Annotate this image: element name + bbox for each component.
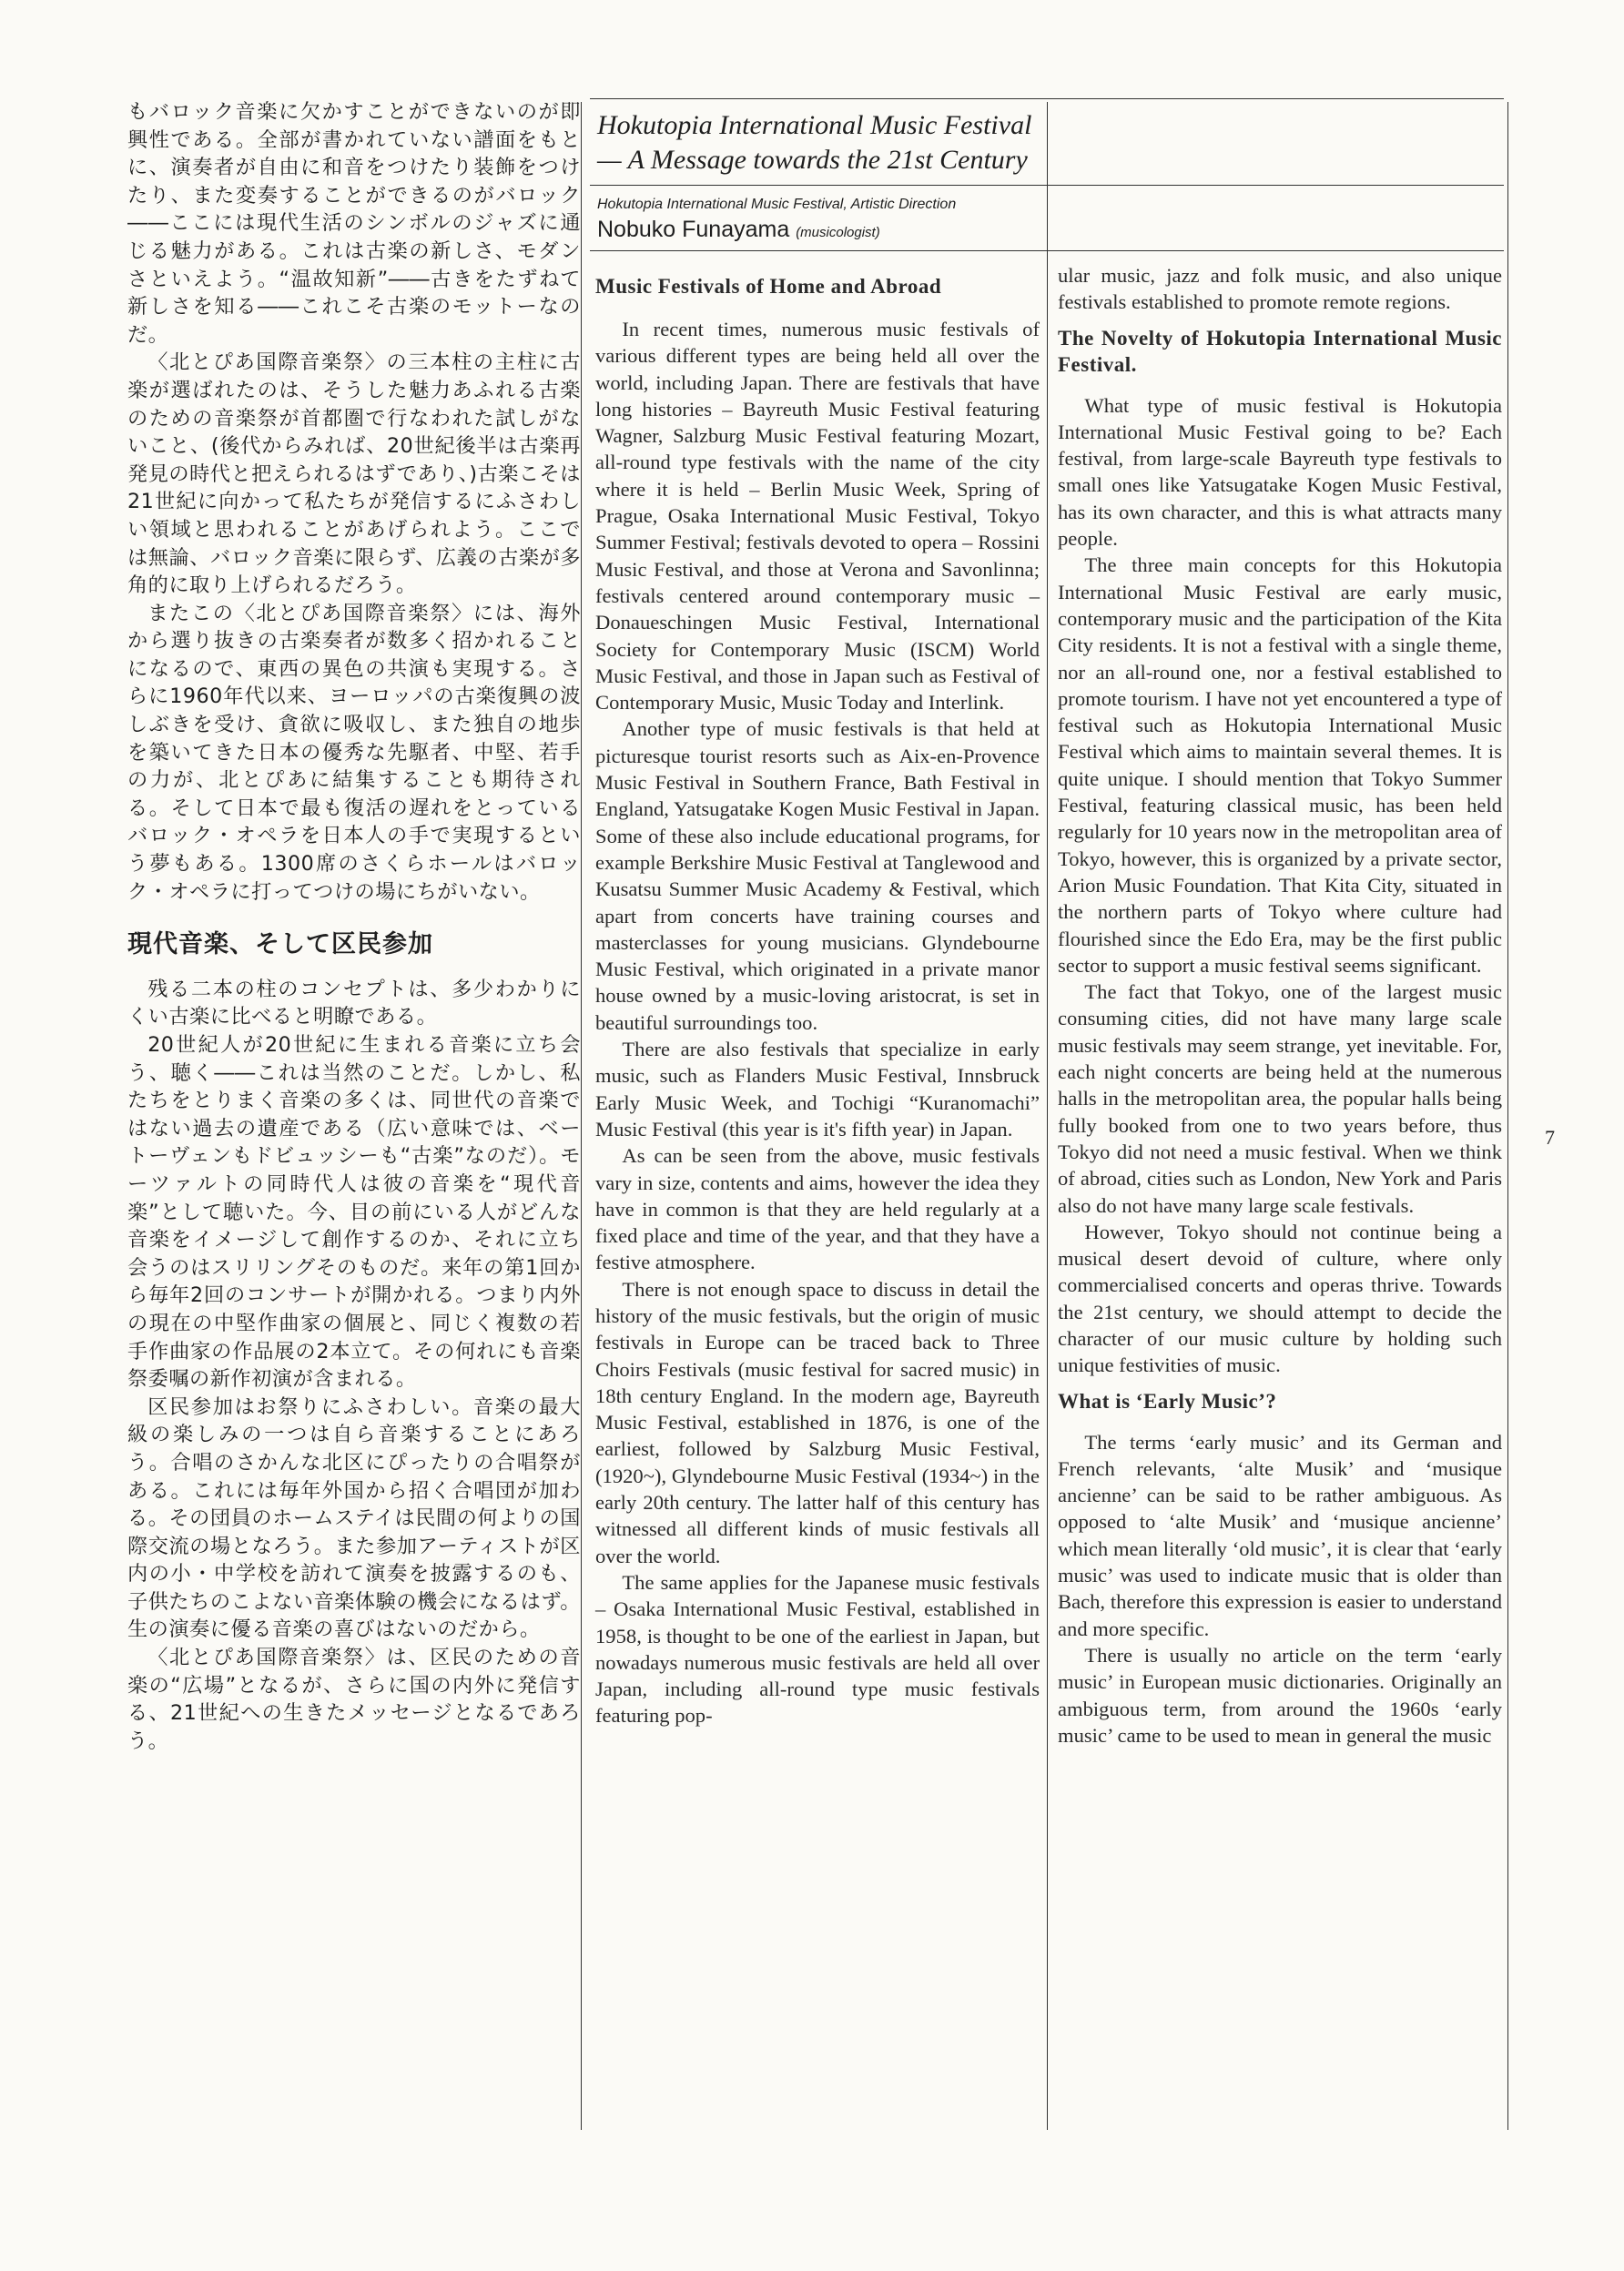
en-paragraph: Another type of music festivals is that held at picturesque tourist resorts such as Aix-en-Provence Music Festival in Southern France, Bath Festival in England, Yatsugatake Kogen Music Festival in Japan. Some of these also include educational programs, for example Berkshire Music Festival at Tanglewood and Kusatsu Summer Music Academy & Festival, which apart from concerts have training courses and masterclasses for young musicians. Glyndebourne Music Festival, which originated in a private manor house owned by a music-loving aristocrat, is set in beautiful surroundings too. — [595, 717, 1040, 1034]
column-divider — [581, 102, 582, 2130]
article-header — [592, 98, 1504, 251]
en-paragraph: The three main concepts for this Hokutopia International Music Festival are early music, contemporary music and the participation of the Kita City residents. It is not a festival with a single theme, nor an all-round one, nor a festival established to promote tourism. I have not yet encountered a type of festival such as Hokutopia International Music Festival which aims to maintain several themes. It is quite unique. I should mention that Tokyo Summer Festival, featuring classical music, has been held regularly for 10 years now in the metropolitan area of Tokyo, however, this is organized by a private sector, Arion Music Foundation. That Kita City, situated in the northern parts of Tokyo where culture had flourished since the Edo Era, may be the first public sector to support a music festival seems significant. — [1058, 553, 1502, 977]
english-text-column-1 — [595, 273, 1040, 1729]
japanese-text-column — [127, 98, 581, 1755]
column-divider — [1047, 102, 1048, 2130]
en-paragraph: The terms ‘early music’ and its German and French relevants, ‘alte Musik’ and ‘musique ancienne’ can be said to be rather ambiguous. As opposed to ‘alte Musik’ and ‘musique ancienne’ which mean literally ‘old music’, it is clear that ‘early music’ was used to indicate music that is older than Bach, therefore this expression is easier to understand and more specific. — [1058, 1430, 1502, 1640]
jp-paragraph: もバロック音楽に欠かすことができないのが即興性である。全部が書かれていない譜面をもとに、演奏者が自由に和音をつけたり装飾をつけたり、また変奏することができるのがバロック――ここには現代生活のシンボルのジャズに通じる魅力がある。これは古楽の新しさ、モダンさといえよう。“温故知新”――古きをたずねて新しさを知る――これこそ古楽のモットーなのだ。 — [127, 100, 581, 347]
jp-paragraph: 〈北とぴあ国際音楽祭〉は、区民のための音楽の“広場”となるが、さらに国の内外に発信する、21世紀への生きたメッセージとなるであろう。 — [127, 1646, 581, 1753]
en-section-heading: What is ‘Early Music’? — [1058, 1389, 1277, 1413]
page-number: 7 — [1545, 1126, 1555, 1149]
en-paragraph-continued: ular music, jazz and folk music, and also unique festivals established to promote remote regions. — [1058, 264, 1502, 314]
en-paragraph: There is not enough space to discuss in detail the history of the music festivals, but the origin of music festivals in Europe can be traced back to Three Choirs Festivals (music festival for sacred music) in 18th century England. In the modern age, Bayreuth Music Festival, established in 1876, is one of the earliest, followed by Salzburg Music Festival, (1920~), Glyndebourne Music Festival (1934~) in the early 20th century. The latter half of this century has witnessed all different kinds of music festivals all over the world. — [595, 1277, 1040, 1567]
author-role: (musicologist) — [796, 225, 880, 240]
jp-paragraph: 〈北とぴあ国際音楽祭〉の三本柱の主柱に古楽が選ばれたのは、そうした魅力あふれる古楽のための音楽祭が首都圏で行なわれた試しがないこと、(後代からみれば、20世紀後半は古楽再発見の時代と把えられるはずであり、)古楽こそは21世紀に向かって私たちが発信するにふさわしい領域と思われることがあげられよう。ここでは無論、バロック音楽に限らず、広義の古楽が多角的に取り上げられるだろう。 — [127, 350, 581, 598]
header-rule — [590, 98, 1504, 99]
author-byline — [592, 217, 1504, 243]
en-paragraph: In recent times, numerous music festivals of various different types are being held all over the world, including Japan. There are festivals that have long histories – Bayreuth Music Festival featuring Wagner, Salzburg Music Festival featuring Mozart, all-round type festivals with the name of the city where it is held – Berlin Music Week, Spring of Prague, Osaka International Music Festival, Tokyo Summer Festival; festivals devoted to opera – Rossini Music Festival, and those at Verona and Savonlinna; festivals centered around contemporary music – Donaueschingen Music Festival, International Society for Contemporary Music (ISCM) World Music Festival, and those in Japan such as Festival of Contemporary Music, Music Today and Interlink. — [595, 318, 1040, 715]
column-divider — [1507, 102, 1508, 2130]
en-paragraph: There are also festivals that specialize in early music, such as Flanders Music Festival, Innsbruck Early Music Week, and Tochigi “Kuranomachi” Music Festival (this year is it's fifth year) in Japan. — [595, 1038, 1040, 1141]
jp-paragraph: 20世紀人が20世紀に生まれる音楽に立ち会う、聴く――これは当然のことだ。しかし、私たちをとりまく音楽の多くは、同世代の音楽ではない過去の遺産である（広い意味では、ベートーヴェンもドビュッシーも“古楽”なのだ）。モーツァルトの同時代人は彼の音楽を“現代音楽”として聴いた。今、目の前にいる人がどんな音楽をイメージして創作するのか、それに立ち会うのはスリリングそのものだ。来年の第1回から毎年2回のコンサートが開かれる。つまり内外の現在の中堅作曲家の個展と、同じく複数の若手作曲家の作品展の2本立て。その何れにも音楽祭委嘱の新作初演が含まれる。 — [127, 1033, 581, 1392]
jp-paragraph: 区民参加はお祭りにふさわしい。音楽の最大級の楽しみの一つは自ら音楽することにあろう。合唱のさかんな北区にぴったりの合唱祭がある。これには毎年外国から招く合唱団が加わる。その団員のホームステイは民間の何よりの国際交流の場となろう。また参加アーティストが区内の小・中学校を訪れて演奏を披露するのも、子供たちのこよない音楽体験の機会になるはず。生の演奏に優る音楽の喜びはないのだから。 — [127, 1394, 581, 1642]
header-rule — [590, 185, 1504, 186]
en-paragraph: What type of music festival is Hokutopia International Music Festival going to be? Each festival, from large-scale Bayreuth type festivals to small ones like Yatsugatake Kogen Music Festival, has its own character, and this is what attracts many people. — [1058, 393, 1502, 551]
en-paragraph: The fact that Tokyo, one of the largest music consuming cities, did not have many large scale music festivals may seem strange, yet inevitable. For, each night concerts are being held at the numerous halls in the metropolitan area, the popular halls being fully booked from one to two years before, thus Tokyo did not need a music festival. When we think of abroad, cities such as London, New York and Paris also do not have many large scale festivals. — [1058, 980, 1502, 1217]
author-credit: Hokutopia International Music Festival, Artistic Direction — [597, 197, 957, 212]
header-rule — [590, 250, 1504, 251]
jp-paragraph: 残る二本の柱のコンセプトは、多少わかりにくい古楽に比べると明瞭である。 — [127, 977, 581, 1029]
article-title: Hokutopia International Music Festival — [597, 110, 1032, 140]
en-section-heading: The Novelty of Hokutopia International Music Festival. — [1058, 326, 1502, 376]
jp-paragraph: またこの〈北とぴあ国際音楽祭〉には、海外から選り抜きの古楽奏者が数多く招かれることになるので、東西の異色の共演も実現する。さらに1960年代以来、ヨーロッパの古楽復興の波しぶきを受け、貪欲に吸収し、また独自の地歩を築いてきた日本の優秀な先駆者、中堅、若手の力が、北とぴあに結集することも期待される。そして日本で最も復活の遅れをとっているバロック・オペラを日本人の手で実現するという夢もある。1300席のさくらホールはバロック・オペラに打ってつけの場にちがいない。 — [127, 601, 581, 904]
en-paragraph: There is usually no article on the term ‘early music’ in European music dictionaries. Originally an ambiguous term, from around the 1960s ‘early music’ came to be used to mean in general the music — [1058, 1643, 1502, 1747]
english-text-column-2 — [1058, 262, 1502, 1749]
en-paragraph: As can be seen from the above, music festivals vary in size, contents and aims, however the idea they have in common is that they are held regularly at a fixed place and time of the year, and that they have a festive atmosphere. — [595, 1144, 1040, 1274]
en-paragraph: The same applies for the Japanese music festivals – Osaka International Music Festival, established in 1958, is thought to be one of the earliest in Japan, but nowadays numerous music festivals are held all over Japan, including all-round type music festivals featuring pop- — [595, 1570, 1040, 1728]
en-paragraph: However, Tokyo should not continue being a musical desert devoid of culture, where only commercialised concerts and operas thrive. Towards the 21st century, we should attempt to decide the character of our music culture by holding such unique festivities of music. — [1058, 1220, 1502, 1377]
article-subtitle: — A Message towards the 21st Century — [597, 145, 1028, 175]
jp-section-heading: 現代音楽、そして区民参加 — [127, 930, 433, 959]
en-section-heading: Music Festivals of Home and Abroad — [595, 275, 942, 298]
author-name: Nobuko Funayama — [597, 217, 790, 242]
